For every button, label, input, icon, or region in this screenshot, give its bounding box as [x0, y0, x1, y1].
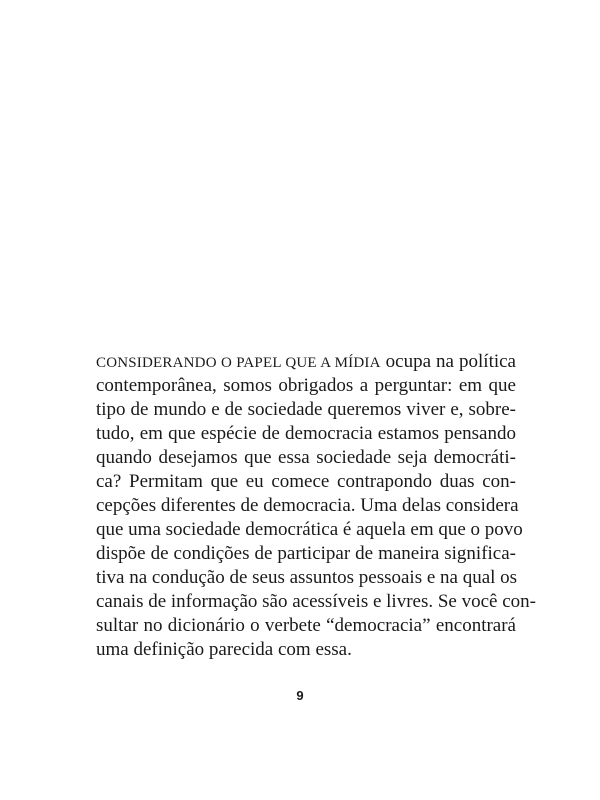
paragraph-line-9: dispõe de condições de participar de maneira significa- — [96, 543, 516, 564]
paragraph-line-5: quando desejamos que essa sociedade seja democráti- — [96, 447, 516, 468]
paragraph-line-8: que uma sociedade democrática é aquela em que o povo — [96, 519, 523, 540]
opening-small-caps: CONSIDERANDO O PAPEL QUE A MÍDIA — [96, 355, 381, 371]
paragraph-line-11: canais de informação são acessíveis e livres. Se você con- — [96, 591, 536, 612]
paragraph-line-7: cepções diferentes de democracia. Uma delas considera — [96, 495, 519, 516]
paragraph-line-10: tiva na condução de seus assuntos pessoais e na qual os — [96, 567, 518, 588]
paragraph-line-2: contemporânea, somos obrigados a perguntar: em que — [96, 375, 516, 396]
paragraph-line-1 — [96, 350, 516, 374]
paragraph-line-6: ca? Permitam que eu comece contrapondo duas con- — [96, 471, 516, 492]
page-number: 9 — [296, 688, 304, 703]
paragraph-line-12: sultar no dicionário o verbete “democracia” encontrará — [96, 615, 516, 636]
opening-rest: ocupa na política — [380, 351, 516, 372]
paragraph-line-4: tudo, em que espécie de democracia estamos pensando — [96, 423, 516, 444]
paragraph-line-13: uma definição parecida com essa. — [96, 639, 352, 660]
body-paragraph — [96, 350, 536, 662]
paragraph-line-3: tipo de mundo e de sociedade queremos viver e, sobre- — [96, 399, 516, 420]
